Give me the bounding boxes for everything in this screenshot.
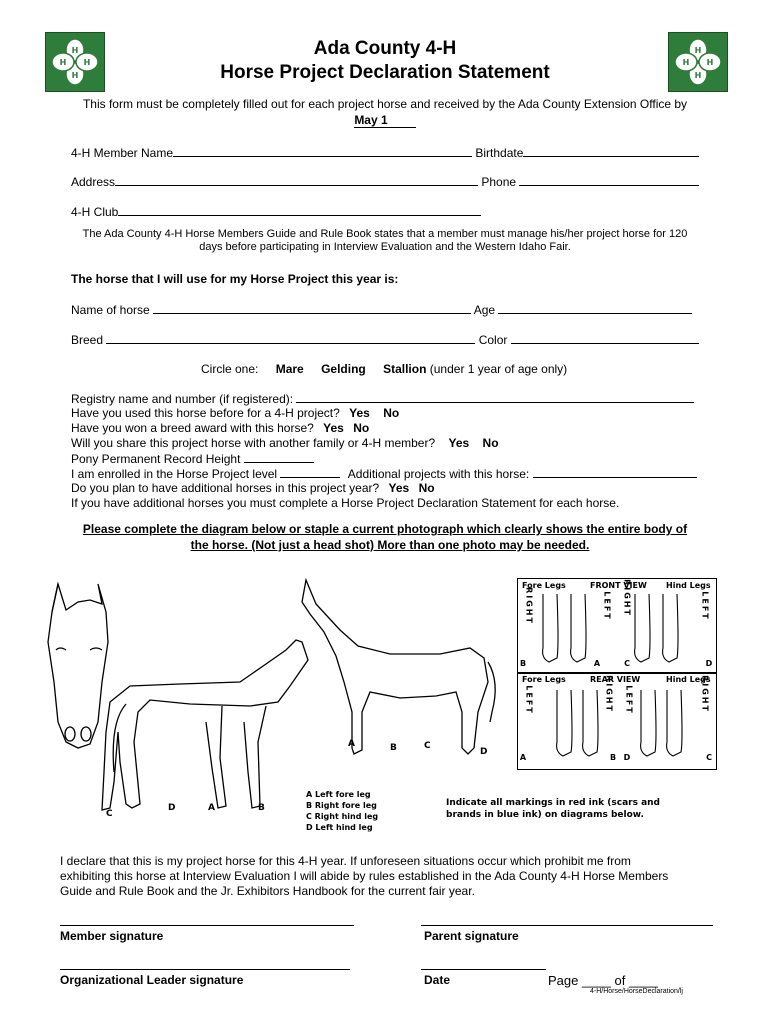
option-stallion[interactable]: Stallion <box>383 362 427 376</box>
used-before-row <box>71 406 399 420</box>
rear-left2-label: LEFT <box>624 685 634 715</box>
club-row <box>71 204 481 219</box>
phone-field[interactable] <box>519 174 699 186</box>
address-label: Address <box>71 175 116 189</box>
front-fore-legs-label: Fore Legs <box>522 581 566 590</box>
page-number: Page ____ of ____ <box>548 973 658 988</box>
rear-label-a: A <box>519 753 527 762</box>
horse-name-row <box>71 302 692 317</box>
rule-note-line-2: days before participating in Interview Evaluation and the Western Idaho Fair. <box>199 241 571 253</box>
svg-text:H: H <box>71 46 79 55</box>
svg-text:H: H <box>694 71 702 80</box>
club-label: 4-H Club <box>71 205 119 219</box>
horse-diagram-drawings <box>40 572 515 837</box>
svg-text:H: H <box>682 58 690 67</box>
legend-a: A Left fore leg <box>306 790 371 799</box>
label-c-large: C <box>424 741 431 751</box>
breed-award-label: Have you won a breed award with this horse? <box>71 421 314 435</box>
declaration-line-1: I declare that this is my project horse for this 4-H year. If unforeseen situations occur which prohibit me from <box>60 854 631 868</box>
rear-right-label: RIGHT <box>604 675 614 713</box>
plan-additional-no[interactable]: No <box>418 481 435 495</box>
breed-label: Breed <box>71 333 104 347</box>
pony-label: Pony Permanent Record Height <box>71 452 241 466</box>
title-line-1: Ada County 4-H <box>313 38 457 59</box>
rear-label-d: D <box>623 753 631 762</box>
breed-field[interactable] <box>106 332 475 344</box>
label-d-large: D <box>480 747 488 757</box>
rear-label-b: B <box>609 753 617 762</box>
label-b-small: B <box>258 803 265 813</box>
breed-award-row <box>71 421 369 435</box>
svg-text:H: H <box>694 46 702 55</box>
declaration-line-3: Guide and Rule Book and the Jr. Exhibitors Handbook for the current fair year. <box>60 884 475 898</box>
label-d-small: D <box>168 803 176 813</box>
legend-b: B Right fore leg <box>306 801 377 810</box>
additional-projects-label: Additional projects with this horse: <box>347 467 530 481</box>
rear-view-label: REAR VIEW <box>590 675 641 684</box>
svg-text:H: H <box>71 71 79 80</box>
rear-right2-label: RIGHT <box>700 675 710 713</box>
share-label: Will you share this project horse with another family or 4-H member? <box>71 436 436 450</box>
leader-signature-line[interactable] <box>60 969 350 970</box>
registry-label: Registry name and number (if registered): <box>71 392 294 406</box>
enrolled-row <box>71 466 697 481</box>
phone-label: Phone <box>481 175 517 189</box>
legend-d: D Left hind leg <box>306 823 373 832</box>
front-label-c: C <box>624 659 630 668</box>
rule-note-line-1: The Ada County 4-H Horse Members Guide and Rule Book states that a member must manage his/her project horse for 120 <box>82 228 688 240</box>
legend-c: C Right hind leg <box>306 812 379 821</box>
label-a-small: A <box>208 803 215 813</box>
share-row <box>71 436 499 450</box>
parent-signature-line[interactable] <box>421 925 713 926</box>
plan-additional-row <box>71 481 435 495</box>
breed-row <box>71 332 699 347</box>
club-field[interactable] <box>118 204 481 216</box>
pony-row <box>71 451 314 466</box>
breed-award-no[interactable]: No <box>353 421 370 435</box>
share-yes[interactable]: Yes <box>448 436 470 450</box>
date-label: Date <box>424 973 451 987</box>
diagram-instruction-1: Please complete the diagram below or staple a current photograph which clearly shows the entire body of <box>82 522 688 536</box>
color-field[interactable] <box>511 332 699 344</box>
front-label-b: B <box>519 659 527 668</box>
rear-left-label: LEFT <box>524 685 534 715</box>
declaration-line-2: exhibiting this horse at Interview Evaluation I will abide by rules established in the Ada County 4-H Horse Members <box>60 869 669 883</box>
horse-name-label: Name of horse <box>71 303 150 317</box>
horse-name-field[interactable] <box>153 302 471 314</box>
front-left2-label: LEFT <box>700 591 710 621</box>
svg-text:H: H <box>83 58 91 67</box>
deadline <box>0 113 770 127</box>
label-a-large: A <box>348 739 355 749</box>
markings-line-2: brands in blue ink) on diagrams below. <box>446 810 644 820</box>
member-name-field[interactable] <box>173 145 472 157</box>
svg-text:H: H <box>706 58 714 67</box>
date-line[interactable] <box>421 969 546 970</box>
address-field[interactable] <box>115 174 478 186</box>
option-gelding[interactable]: Gelding <box>321 362 366 376</box>
leg-views-drawing <box>517 578 715 768</box>
front-right2-label: RIGHT <box>622 579 632 617</box>
used-before-yes[interactable]: Yes <box>349 406 370 420</box>
pony-field[interactable] <box>244 451 314 463</box>
plan-additional-label: Do you plan to have additional horses in this project year? <box>71 481 380 495</box>
form-code: 4-H/Horse/HorseDeclaration/lj <box>590 988 683 995</box>
used-before-label: Have you used this horse before for a 4-H project? <box>71 406 340 420</box>
member-signature-line[interactable] <box>60 925 354 926</box>
front-label-a: A <box>593 659 601 668</box>
member-signature-label: Member signature <box>60 929 164 943</box>
rear-label-c: C <box>706 753 712 762</box>
plan-additional-yes[interactable]: Yes <box>388 481 410 495</box>
birthdate-field[interactable] <box>523 145 699 157</box>
parent-signature-label: Parent signature <box>424 929 519 943</box>
label-c-small: C <box>106 809 113 819</box>
front-hind-legs-label: Hind Legs <box>666 581 711 590</box>
leader-signature-label: Organizational Leader signature <box>60 973 244 987</box>
color-label: Color <box>478 333 508 347</box>
additional-note: If you have additional horses you must complete a Horse Project Declaration Statement for each horse. <box>71 496 620 510</box>
markings-line-1: Indicate all markings in red ink (scars and <box>446 798 660 808</box>
additional-projects-field[interactable] <box>533 466 697 478</box>
sex-row <box>201 362 567 376</box>
birthdate-label: Birthdate <box>475 146 524 160</box>
front-view-label: FRONT VIEW <box>590 581 647 590</box>
front-left-label: LEFT <box>602 591 612 621</box>
enrolled-label: I am enrolled in the Horse Project level <box>71 467 278 481</box>
front-label-d: D <box>705 659 713 668</box>
enrolled-field[interactable] <box>280 466 340 478</box>
breed-award-yes[interactable]: Yes <box>323 421 344 435</box>
member-name-label: 4-H Member Name <box>71 146 174 160</box>
horse-section-heading: The horse that I will use for my Horse Project this year is: <box>71 272 399 286</box>
deadline-date: May 1 <box>354 113 415 128</box>
option-mare[interactable]: Mare <box>275 362 304 376</box>
registry-field[interactable] <box>296 391 694 403</box>
rear-fore-legs-label: Fore Legs <box>522 675 566 684</box>
share-no[interactable]: No <box>482 436 499 450</box>
used-before-no[interactable]: No <box>383 406 400 420</box>
member-name-row <box>71 145 699 160</box>
diagram-instruction-2: the horse. (Not just a head shot) More than one photo may be needed. <box>190 538 590 552</box>
rear-hind-legs-label: Hind Legs <box>666 675 711 684</box>
circle-label: Circle one: <box>201 362 259 376</box>
intro-text: This form must be completely filled out for each project horse and received by the Ada County Extension Office by <box>82 97 688 111</box>
stallion-note: (under 1 year of age only) <box>429 362 568 376</box>
label-b-large: B <box>390 743 397 753</box>
front-right-label: RIGHT <box>524 587 534 625</box>
registry-row <box>71 391 694 406</box>
title-line-2: Horse Project Declaration Statement <box>220 62 550 83</box>
svg-text:H: H <box>59 58 67 67</box>
age-field[interactable] <box>498 302 692 314</box>
age-label: Age <box>473 303 496 317</box>
address-row <box>71 174 699 189</box>
